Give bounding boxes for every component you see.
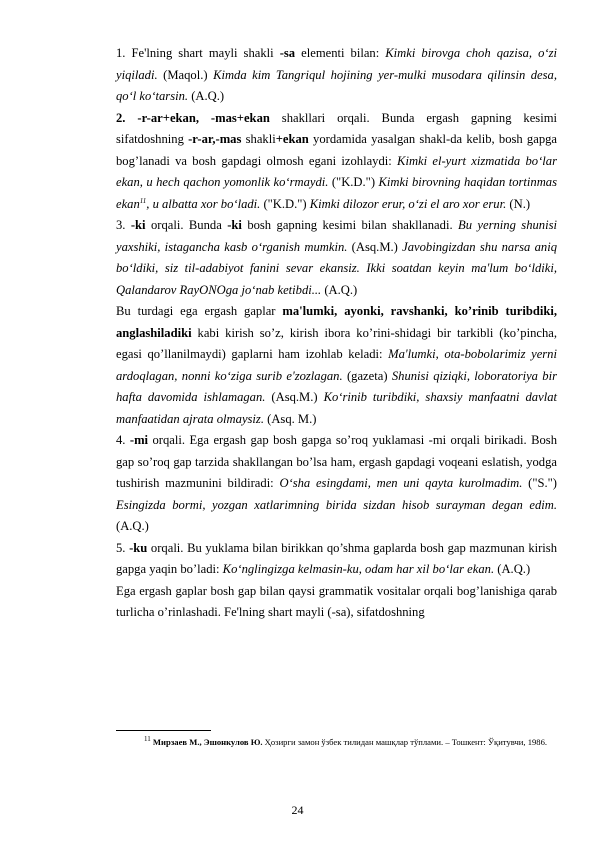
example: Ko‘nglingizga kelmasin-ku, odam har xil bo‘lar ekan. (222, 562, 495, 576)
paragraph-1 (116, 43, 557, 108)
key-terms: ma'lumki, ayonki, ravshanki, ko’rinib turibdiki, anglashiladiki (116, 304, 557, 340)
text: elementi bilan: (295, 46, 386, 60)
source: ("K.D.") (260, 196, 310, 211)
paragraph-2 (116, 108, 557, 216)
text: orqali. Bu yuklama bilan birikkan qo’shma gaplarda bosh gap mazmunan kirish gapga yaqin bo’ladi: (116, 540, 558, 576)
text: 4. (116, 433, 130, 447)
source: ("K.D.") (328, 175, 379, 189)
paragraph-3 (116, 215, 557, 301)
text: kabi kirish so’z, kirish ibora ko’rini-shidagi bir tarkibli (ko’pincha, egasi qo’llanilmaydi) gaplarni ham izohlab keladi: (116, 325, 557, 361)
text: yordamida yasalgan shakl-da kelib, bosh gapga bog’lanadi va bosh gapdagi olmosh egani izohlaydi: (116, 132, 557, 168)
text: 1. Fe'lning shart mayli shakli (116, 46, 280, 60)
example: Bu yerning shunisi yaxshiki, istagancha kasb o‘rganish mumkin. (116, 218, 557, 254)
text: 5. (116, 540, 130, 555)
suffix-term: -sa (279, 46, 296, 60)
example: Kimki birovning haqidan tortinmas ekan (116, 175, 557, 211)
example: , u albatta xor bo‘ladi. (146, 196, 261, 211)
example: O‘sha esingdami, men uni qayta kurolmadim. (279, 476, 523, 490)
source: (N.) (506, 196, 531, 211)
text: 3. (116, 218, 131, 232)
source: (gazeta) (342, 368, 392, 383)
source: (A.Q.) (321, 282, 358, 297)
suffix-term: -ki (227, 218, 242, 232)
paragraph-5 (116, 430, 557, 538)
text: bosh gapning kesimi bilan shakllanadi. (241, 218, 459, 232)
text: Bu turdagi ega ergash gaplar (116, 304, 283, 318)
footnote (116, 735, 557, 750)
source: (Maqol.) (157, 67, 214, 82)
footnote-divider (116, 730, 211, 731)
example: Kimki el-yurt xizmatida bo‘lar ekan, u hech qachon yomonlik ko‘rmaydi. (116, 153, 557, 189)
source: (A.Q.) (116, 519, 149, 533)
paragraph-7 (116, 581, 557, 624)
suffix-term: -ki (130, 218, 146, 232)
text: shakli (241, 132, 276, 146)
text: orqali. Ega ergash gap bosh gapga so’roq yuklamasi -mi orqali birikadi. Bosh gap so’roq gap tarzida shakllangan bo’lsa ham, ergash gapdagi voqeani eslatish, yodga tushirish mazmunini bildiradi: (116, 433, 558, 490)
source: (Asq.M.) (347, 239, 403, 254)
footnote-ref[interactable]: 11 (139, 196, 147, 205)
suffix-term: -r-ar,-mas (188, 132, 242, 146)
footnote-text: Ҳозирги замон ўзбек тилидан машқлар тўплами. – Тошкент: Ўқитувчи, 1986. (262, 737, 548, 747)
suffix-term: -mi (129, 433, 149, 447)
example: Kimda kim Tangriqul hojining yer-mulki musodara qilinsin desa, qo‘l ko‘tarsin. (116, 67, 557, 103)
text: Ega ergash gaplar bosh gap bilan qaysi grammatik vositalar orqali bog’lanishiga qarab turlicha o’rinlashadi. Fe'lning shart mayli (-sa), sifatdoshning (116, 583, 557, 619)
section-heading: 2. -r-ar+ekan, -mas+ekan (116, 110, 270, 125)
footnote-authors: Мирзаев М., Эшонкулов Ю. (152, 737, 263, 747)
source: (A.Q.) (494, 562, 531, 576)
example: Ko‘rinib turibdiki, shaxsiy manfaatni davlat manfaatidan ajrata olmaysiz. (116, 390, 557, 426)
source: ("S.") (522, 476, 557, 490)
source: (Asq. M.) (263, 411, 317, 426)
example: Esingizda bormi, yozgan xatlarimning birida sizdan hisob surayman degan edim. (116, 497, 557, 512)
paragraph-4 (116, 301, 557, 430)
example: Ma'lumki, ota-bobolarimiz yerni ardoqlagan, nonni ko‘ziga surib e'zozlagan. (116, 347, 557, 383)
example: Shunisi qiziqki, loboratoriya bir hafta davomida ishlamagan. (116, 368, 558, 404)
text: orqali. Bunda (145, 218, 228, 232)
source: (Asq.M.) (265, 390, 324, 404)
example: Kimki dilozor erur, o‘zi el aro xor erur. (309, 196, 507, 211)
suffix-term: +ekan (275, 132, 309, 146)
suffix-term: -ku (129, 540, 148, 555)
paragraph-6 (116, 538, 557, 581)
text: shakllari orqali. Bunda ergash gapning kesimi sifatdoshning (116, 110, 557, 146)
body-text (116, 43, 557, 624)
page-number: 24 (291, 803, 304, 817)
example: Javobingizdan shu narsa aniq bo‘ldiki, siz til-adabiyot fanini sevar ekansiz. Ikki soatdan keyin ma'lum bo‘ldiki, Qalandarov RayONOga jo‘nab ketibdi... (116, 239, 557, 297)
source: (A.Q.) (188, 89, 225, 103)
example: Kimki birovga choh qazisa, o‘zi yiqiladi. (116, 46, 557, 82)
footnote-number: 11 (144, 735, 151, 744)
